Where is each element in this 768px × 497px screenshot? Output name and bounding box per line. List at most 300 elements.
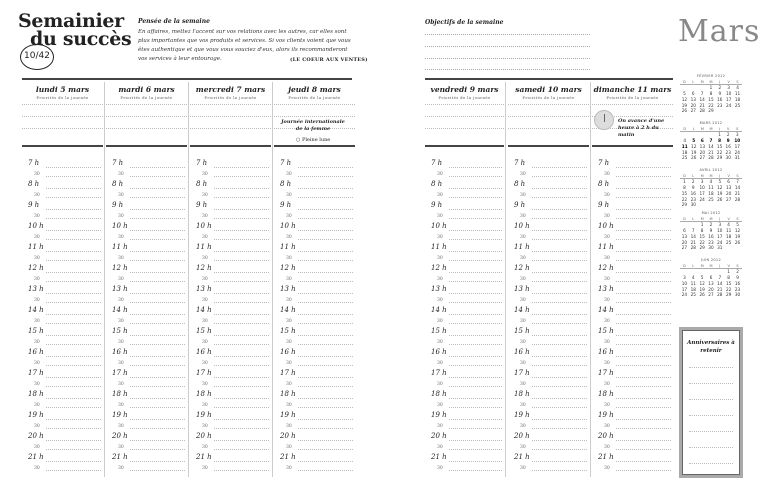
hour-line[interactable]	[616, 188, 671, 189]
hour-line[interactable]	[46, 377, 101, 378]
half-hour-line[interactable]	[298, 260, 353, 261]
half-hour-line[interactable]	[616, 302, 671, 303]
hour-line[interactable]	[46, 335, 101, 336]
half-hour-line[interactable]	[616, 428, 671, 429]
half-hour-label: 30	[520, 339, 526, 345]
hour-line[interactable]	[130, 293, 185, 294]
weekday-header: D	[680, 263, 689, 269]
half-hour-line[interactable]	[298, 365, 353, 366]
half-hour-line[interactable]	[214, 197, 269, 198]
hour-line[interactable]	[298, 209, 353, 210]
hour-line[interactable]	[532, 272, 587, 273]
priority-line[interactable]	[274, 104, 355, 105]
hour-line[interactable]	[532, 314, 587, 315]
half-hour-line[interactable]	[532, 344, 587, 345]
hour-line[interactable]	[214, 230, 269, 231]
half-hour-line[interactable]	[532, 176, 587, 177]
calendar-day: 7	[709, 137, 713, 143]
half-hour-line[interactable]	[532, 407, 587, 408]
half-hour-line[interactable]	[46, 239, 101, 240]
hour-line[interactable]	[130, 314, 185, 315]
priority-line[interactable]	[592, 104, 673, 105]
hour-line[interactable]	[616, 251, 671, 252]
anniversary-line[interactable]	[689, 447, 733, 448]
half-hour-line[interactable]	[449, 365, 502, 366]
half-hour-line[interactable]	[130, 218, 185, 219]
hour-line[interactable]	[214, 293, 269, 294]
calendar-day: 26	[681, 108, 688, 114]
hour-label: 13 h	[514, 285, 530, 293]
priority-line[interactable]	[190, 128, 271, 129]
half-hour-line[interactable]	[46, 323, 101, 324]
hour-line[interactable]	[532, 167, 587, 168]
half-hour-line[interactable]	[130, 470, 185, 471]
half-hour-line[interactable]	[46, 407, 101, 408]
half-hour-line[interactable]	[616, 260, 671, 261]
calendar-day: 30	[734, 292, 741, 298]
half-hour-line[interactable]	[46, 176, 101, 177]
hour-line[interactable]	[130, 167, 185, 168]
hour-line[interactable]	[616, 167, 671, 168]
hour-line[interactable]	[532, 356, 587, 357]
half-hour-label: 30	[34, 465, 40, 471]
hour-line[interactable]	[46, 398, 101, 399]
half-hour-line[interactable]	[214, 428, 269, 429]
half-hour-line[interactable]	[46, 344, 101, 345]
half-hour-line[interactable]	[532, 197, 587, 198]
half-hour-line[interactable]	[298, 218, 353, 219]
half-hour-label: 30	[202, 276, 208, 282]
hour-label: 11 h	[598, 243, 614, 251]
hour-line[interactable]	[532, 398, 587, 399]
half-hour-line[interactable]	[616, 365, 671, 366]
calendar-day: 21	[717, 286, 723, 292]
half-hour-line[interactable]	[130, 407, 185, 408]
day-name: samedi 10 mars	[515, 85, 582, 94]
hour-line[interactable]	[616, 209, 671, 210]
hour-line[interactable]	[449, 230, 502, 231]
hour-line[interactable]	[214, 209, 269, 210]
half-hour-line[interactable]	[130, 365, 185, 366]
half-hour-label: 30	[202, 402, 208, 408]
hour-line[interactable]	[130, 230, 185, 231]
half-hour-line[interactable]	[449, 470, 502, 471]
half-hour-line[interactable]	[616, 407, 671, 408]
calendar-day: 5	[736, 222, 739, 228]
hour-line[interactable]	[298, 440, 353, 441]
hour-line[interactable]	[616, 461, 671, 462]
hour-label: 7 h	[598, 159, 610, 167]
hour-line[interactable]	[46, 167, 101, 168]
hour-line[interactable]	[214, 251, 269, 252]
calendar-day: 16	[734, 280, 741, 286]
priority-line[interactable]	[22, 104, 103, 105]
half-hour-label: 30	[286, 360, 292, 366]
half-hour-line[interactable]	[449, 197, 502, 198]
half-hour-line[interactable]	[130, 239, 185, 240]
half-hour-label: 30	[437, 171, 443, 177]
half-hour-line[interactable]	[298, 344, 353, 345]
priority-line[interactable]	[190, 104, 271, 105]
hour-line[interactable]	[46, 461, 101, 462]
brand-title-line2: du succès	[30, 28, 132, 50]
hour-line[interactable]	[214, 398, 269, 399]
hour-line[interactable]	[616, 272, 671, 273]
priority-line[interactable]	[106, 128, 187, 129]
half-hour-label: 30	[118, 423, 124, 429]
hour-line[interactable]	[532, 251, 587, 252]
priority-line[interactable]	[106, 104, 187, 105]
half-hour-line[interactable]	[532, 449, 587, 450]
calendar-day: 12	[691, 143, 697, 149]
half-hour-line[interactable]	[130, 323, 185, 324]
hour-line[interactable]	[616, 398, 671, 399]
priority-line[interactable]	[425, 104, 504, 105]
hour-line[interactable]	[532, 293, 587, 294]
hour-line[interactable]	[532, 461, 587, 462]
calendar-day: 3	[683, 274, 686, 280]
hour-line[interactable]	[449, 461, 502, 462]
hour-line[interactable]	[214, 272, 269, 273]
priority-line[interactable]	[508, 104, 589, 105]
thought-title: Pensée de la semaine	[138, 18, 210, 25]
half-hour-line[interactable]	[130, 449, 185, 450]
hour-line[interactable]	[449, 398, 502, 399]
hour-line[interactable]	[46, 419, 101, 420]
half-hour-line[interactable]	[449, 281, 502, 282]
hour-line[interactable]	[449, 272, 502, 273]
half-hour-line[interactable]	[298, 197, 353, 198]
hour-line[interactable]	[130, 272, 185, 273]
half-hour-line[interactable]	[46, 428, 101, 429]
half-hour-line[interactable]	[46, 281, 101, 282]
half-hour-line[interactable]	[449, 449, 502, 450]
half-hour-label: 30	[118, 444, 124, 450]
hour-line[interactable]	[214, 167, 269, 168]
hour-line[interactable]	[46, 272, 101, 273]
calendar-day: 28	[699, 108, 705, 114]
priority-line[interactable]	[22, 116, 103, 117]
half-hour-line[interactable]	[298, 470, 353, 471]
half-hour-line[interactable]	[616, 281, 671, 282]
half-hour-line[interactable]	[214, 239, 269, 240]
hour-line[interactable]	[214, 377, 269, 378]
calendar-day: 22	[716, 149, 723, 155]
half-hour-line[interactable]	[46, 449, 101, 450]
calendar-day: 3	[735, 132, 739, 138]
hour-line[interactable]	[130, 419, 185, 420]
day-column	[508, 80, 589, 100]
half-hour-line[interactable]	[214, 407, 269, 408]
half-hour-line[interactable]	[449, 428, 502, 429]
hour-line[interactable]	[532, 419, 587, 420]
priority-line[interactable]	[508, 128, 589, 129]
half-hour-line[interactable]	[532, 302, 587, 303]
hour-line[interactable]	[616, 335, 671, 336]
half-hour-line[interactable]	[449, 302, 502, 303]
hour-line[interactable]	[532, 377, 587, 378]
half-hour-line[interactable]	[532, 218, 587, 219]
priority-line[interactable]	[190, 116, 271, 117]
half-hour-line[interactable]	[616, 239, 671, 240]
hour-line[interactable]	[46, 440, 101, 441]
half-hour-line[interactable]	[46, 386, 101, 387]
half-hour-line[interactable]	[616, 449, 671, 450]
calendar-day: 27	[708, 292, 714, 298]
calendar-day: 22	[725, 286, 732, 292]
calendar-day	[733, 202, 742, 208]
priority-line[interactable]	[274, 116, 355, 117]
hour-line[interactable]	[214, 356, 269, 357]
hour-line[interactable]	[46, 356, 101, 357]
hour-line[interactable]	[532, 230, 587, 231]
hour-line[interactable]	[532, 188, 587, 189]
half-hour-line[interactable]	[46, 260, 101, 261]
hour-line[interactable]	[130, 398, 185, 399]
half-hour-line[interactable]	[298, 176, 353, 177]
hour-line[interactable]	[449, 167, 502, 168]
hour-line[interactable]	[130, 335, 185, 336]
dst-note: On avance d'une heure à 2 h du matin	[618, 118, 665, 138]
hour-line[interactable]	[130, 377, 185, 378]
hour-line[interactable]	[449, 335, 502, 336]
hour-line[interactable]	[298, 419, 353, 420]
objective-line[interactable]	[425, 46, 590, 47]
half-hour-line[interactable]	[46, 470, 101, 471]
section-rule	[274, 145, 355, 147]
hour-line[interactable]	[449, 209, 502, 210]
half-hour-line[interactable]	[616, 323, 671, 324]
hour-label: 10 h	[28, 222, 44, 230]
half-hour-line[interactable]	[130, 302, 185, 303]
half-hour-line[interactable]	[616, 218, 671, 219]
hour-line[interactable]	[130, 461, 185, 462]
half-hour-line[interactable]	[449, 323, 502, 324]
half-hour-line[interactable]	[298, 239, 353, 240]
half-hour-line[interactable]	[298, 281, 353, 282]
half-hour-line[interactable]	[214, 302, 269, 303]
hour-line[interactable]	[46, 230, 101, 231]
half-hour-line[interactable]	[616, 344, 671, 345]
priority-line[interactable]	[508, 116, 589, 117]
half-hour-label: 30	[437, 444, 443, 450]
half-hour-line[interactable]	[214, 323, 269, 324]
hour-line[interactable]	[130, 251, 185, 252]
priority-line[interactable]	[22, 128, 103, 129]
half-hour-line[interactable]	[532, 281, 587, 282]
hour-line[interactable]	[532, 209, 587, 210]
half-hour-line[interactable]	[298, 428, 353, 429]
half-hour-line[interactable]	[449, 176, 502, 177]
half-hour-line[interactable]	[449, 386, 502, 387]
half-hour-label: 30	[604, 297, 610, 303]
hour-line[interactable]	[46, 188, 101, 189]
half-hour-line[interactable]	[449, 344, 502, 345]
half-hour-line[interactable]	[532, 470, 587, 471]
half-hour-line[interactable]	[532, 260, 587, 261]
objective-line[interactable]	[425, 34, 590, 35]
hour-line[interactable]	[449, 293, 502, 294]
hour-line[interactable]	[616, 230, 671, 231]
hour-line[interactable]	[449, 440, 502, 441]
calendar-day	[715, 202, 724, 208]
half-hour-line[interactable]	[214, 281, 269, 282]
half-hour-line[interactable]	[532, 323, 587, 324]
hour-label: 19 h	[196, 411, 212, 419]
section-rule	[592, 145, 673, 147]
half-hour-line[interactable]	[214, 344, 269, 345]
hour-line[interactable]	[214, 461, 269, 462]
half-hour-line[interactable]	[449, 218, 502, 219]
hour-line[interactable]	[616, 440, 671, 441]
objective-line[interactable]	[425, 58, 590, 59]
mini-calendar-title: MAI 2012	[701, 211, 721, 215]
half-hour-line[interactable]	[46, 197, 101, 198]
anniversary-line[interactable]	[689, 431, 733, 432]
hour-line[interactable]	[298, 251, 353, 252]
half-hour-line[interactable]	[214, 386, 269, 387]
hour-line[interactable]	[214, 314, 269, 315]
hour-line[interactable]	[616, 377, 671, 378]
calendar-day: 1	[727, 269, 730, 275]
half-hour-line[interactable]	[298, 323, 353, 324]
hour-line[interactable]	[298, 293, 353, 294]
hour-line[interactable]	[46, 314, 101, 315]
half-hour-line[interactable]	[449, 407, 502, 408]
hour-line[interactable]	[449, 314, 502, 315]
hour-line[interactable]	[214, 440, 269, 441]
calendar-day: 23	[734, 286, 741, 292]
half-hour-line[interactable]	[298, 407, 353, 408]
anniversary-line[interactable]	[689, 367, 733, 368]
hour-line[interactable]	[130, 440, 185, 441]
anniversary-line[interactable]	[689, 399, 733, 400]
hour-line[interactable]	[298, 167, 353, 168]
priority-line[interactable]	[425, 128, 504, 129]
half-hour-line[interactable]	[130, 176, 185, 177]
half-hour-line[interactable]	[298, 386, 353, 387]
hour-label: 13 h	[431, 285, 447, 293]
half-hour-line[interactable]	[130, 428, 185, 429]
hour-line[interactable]	[214, 419, 269, 420]
half-hour-line[interactable]	[214, 260, 269, 261]
calendar-day: 20	[681, 239, 688, 245]
hour-line[interactable]	[298, 314, 353, 315]
hour-line[interactable]	[532, 440, 587, 441]
priority-line[interactable]	[425, 116, 504, 117]
half-hour-line[interactable]	[130, 386, 185, 387]
hour-label: 20 h	[28, 432, 44, 440]
half-hour-line[interactable]	[46, 365, 101, 366]
calendar-day: 20	[708, 286, 714, 292]
weekday-header: S	[733, 216, 742, 222]
half-hour-label: 30	[202, 360, 208, 366]
half-hour-line[interactable]	[298, 302, 353, 303]
hour-line[interactable]	[449, 188, 502, 189]
hour-line[interactable]	[130, 188, 185, 189]
half-hour-line[interactable]	[214, 176, 269, 177]
half-hour-line[interactable]	[532, 239, 587, 240]
half-hour-line[interactable]	[532, 386, 587, 387]
calendar-day: 31	[717, 245, 723, 251]
hour-line[interactable]	[532, 335, 587, 336]
hour-line[interactable]	[298, 461, 353, 462]
half-hour-line[interactable]	[214, 449, 269, 450]
hour-label: 14 h	[280, 306, 296, 314]
half-hour-line[interactable]	[616, 176, 671, 177]
half-hour-line[interactable]	[616, 470, 671, 471]
hour-line[interactable]	[616, 356, 671, 357]
day-column	[592, 80, 673, 100]
hour-line[interactable]	[449, 419, 502, 420]
hour-line[interactable]	[298, 356, 353, 357]
anniversary-line[interactable]	[689, 415, 733, 416]
hour-line[interactable]	[298, 272, 353, 273]
hour-label: 12 h	[598, 264, 614, 272]
hour-line[interactable]	[130, 209, 185, 210]
half-hour-line[interactable]	[616, 197, 671, 198]
hour-line[interactable]	[130, 356, 185, 357]
calendar-day: 14	[717, 280, 723, 286]
hour-line[interactable]	[46, 293, 101, 294]
half-hour-line[interactable]	[214, 470, 269, 471]
hour-line[interactable]	[616, 419, 671, 420]
priority-line[interactable]	[106, 116, 187, 117]
objective-line[interactable]	[425, 69, 590, 70]
hour-line[interactable]	[449, 377, 502, 378]
hour-line[interactable]	[214, 335, 269, 336]
half-hour-line[interactable]	[130, 344, 185, 345]
hour-line[interactable]	[298, 398, 353, 399]
hour-line[interactable]	[449, 356, 502, 357]
half-hour-line[interactable]	[130, 260, 185, 261]
half-hour-line[interactable]	[130, 197, 185, 198]
hour-line[interactable]	[298, 377, 353, 378]
hour-line[interactable]	[449, 251, 502, 252]
hour-label: 8 h	[28, 180, 40, 188]
half-hour-line[interactable]	[46, 218, 101, 219]
anniversary-line[interactable]	[689, 463, 733, 464]
half-hour-line[interactable]	[214, 218, 269, 219]
half-hour-line[interactable]	[46, 302, 101, 303]
hour-line[interactable]	[298, 230, 353, 231]
anniversary-line[interactable]	[689, 383, 733, 384]
half-hour-line[interactable]	[449, 239, 502, 240]
half-hour-line[interactable]	[532, 428, 587, 429]
half-hour-line[interactable]	[532, 365, 587, 366]
calendar-day: 31	[734, 155, 740, 161]
half-hour-line[interactable]	[298, 449, 353, 450]
hour-line[interactable]	[298, 188, 353, 189]
hour-line[interactable]	[214, 188, 269, 189]
half-hour-line[interactable]	[214, 365, 269, 366]
calendar-day: 13	[725, 184, 732, 190]
half-hour-line[interactable]	[616, 386, 671, 387]
hour-label: 15 h	[598, 327, 614, 335]
half-hour-label: 30	[286, 381, 292, 387]
hour-line[interactable]	[46, 251, 101, 252]
hour-line[interactable]	[46, 209, 101, 210]
day-column	[425, 80, 504, 100]
hour-line[interactable]	[616, 293, 671, 294]
half-hour-line[interactable]	[449, 260, 502, 261]
calendar-day: 2	[726, 132, 730, 138]
calendar-day: 23	[690, 196, 696, 202]
hour-line[interactable]	[298, 335, 353, 336]
half-hour-line[interactable]	[130, 281, 185, 282]
hour-label: 14 h	[196, 306, 212, 314]
hour-line[interactable]	[616, 314, 671, 315]
